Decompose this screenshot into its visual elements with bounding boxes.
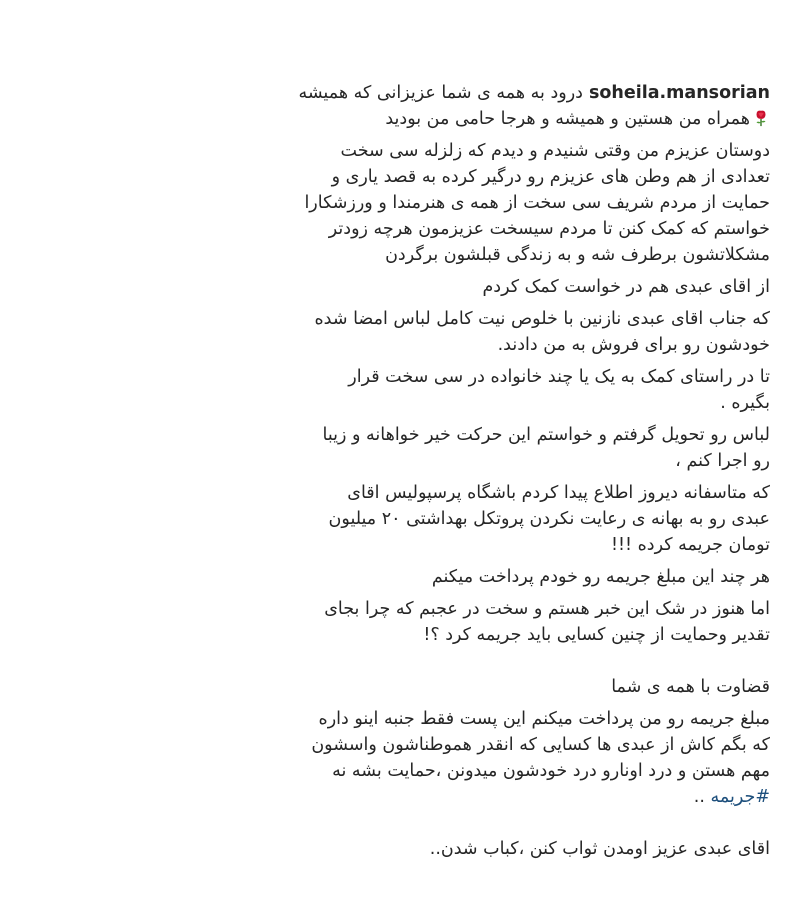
caption-line: حمایت از مردم شریف سی سخت از همه ی هنرمندا و ورزشکارا — [304, 193, 770, 213]
caption-line: از اقای عبدی هم در خواست کمک کردم — [482, 277, 770, 297]
caption-line: رو اجرا کنم ، — [675, 451, 770, 471]
caption-text: .. — [693, 787, 705, 807]
caption-line: قضاوت با همه ی شما — [611, 677, 770, 697]
caption-line: که بگم کاش از عبدی ها کسایی که انقدر هموطناشون واسشون — [311, 735, 770, 755]
caption-line: تومان جریمه کرده !!! — [611, 535, 770, 555]
caption-line: مشکلاتشون برطرف شه و به زندگی قبلشون برگردن — [385, 245, 770, 265]
caption-line: دوستان عزیزم من وقتی شنیدم و دیدم که زلزله سی سخت — [340, 141, 770, 161]
caption-line: که متاسفانه دیروز اطلاع پیدا کردم باشگاه پرسپولیس اقای — [347, 483, 770, 503]
username-link[interactable]: soheila.mansorian — [588, 83, 770, 103]
caption-line: تقدیر وحمایت از چنین کسایی باید جریمه کرد ؟! — [423, 625, 770, 645]
caption-text: همراه من هستین و همیشه و هرجا حامی من بودید — [385, 109, 750, 129]
caption-text: درود به همه ی شما عزیزانی که همیشه — [298, 83, 583, 103]
caption-line: که جناب اقای عبدی نازنین با خلوص نیت کامل لباس امضا شده — [314, 309, 770, 329]
caption-line: خواستم که کمک کنن تا مردم سیسخت عزیزمون هرچه زودتر — [328, 219, 770, 239]
caption-line: تا در راستای کمک به یک یا چند خانواده در سی سخت قرار — [348, 367, 770, 387]
caption-line: تعدادی از هم وطن های عزیزم رو درگیر کرده به قصد یاری و — [331, 167, 770, 187]
caption-line: مبلغ جریمه رو من پرداخت میکنم این پست فقط جنبه اینو داره — [318, 709, 770, 729]
caption-line: اما هنوز در شک این خبر هستم و سخت در عجبم که چرا بجای — [324, 599, 770, 619]
caption-line: بگیره . — [720, 393, 770, 413]
caption-line — [120, 784, 770, 810]
rose-icon — [752, 109, 770, 127]
caption-line — [120, 80, 770, 106]
hashtag-link[interactable]: #جریمه — [710, 787, 770, 807]
caption-line: اقای عبدی عزیز اومدن ثواب کنن ،کباب شدن.. — [429, 839, 770, 859]
post-caption — [120, 80, 770, 862]
caption-line: عبدی رو به بهانه ی رعایت نکردن پروتکل بهداشتی ۲۰ میلیون — [328, 509, 770, 529]
caption-line: خودشون رو برای فروش به من دادند. — [497, 335, 770, 355]
caption-line: هر چند این مبلغ جریمه رو خودم پرداخت میکنم — [431, 567, 770, 587]
caption-line: لباس رو تحویل گرفتم و خواستم این حرکت خیر خواهانه و زیبا — [322, 425, 770, 445]
caption-line — [120, 106, 770, 132]
caption-line: مهم هستن و درد اونارو درد خودشون میدونن ،حمایت بشه نه — [332, 761, 770, 781]
